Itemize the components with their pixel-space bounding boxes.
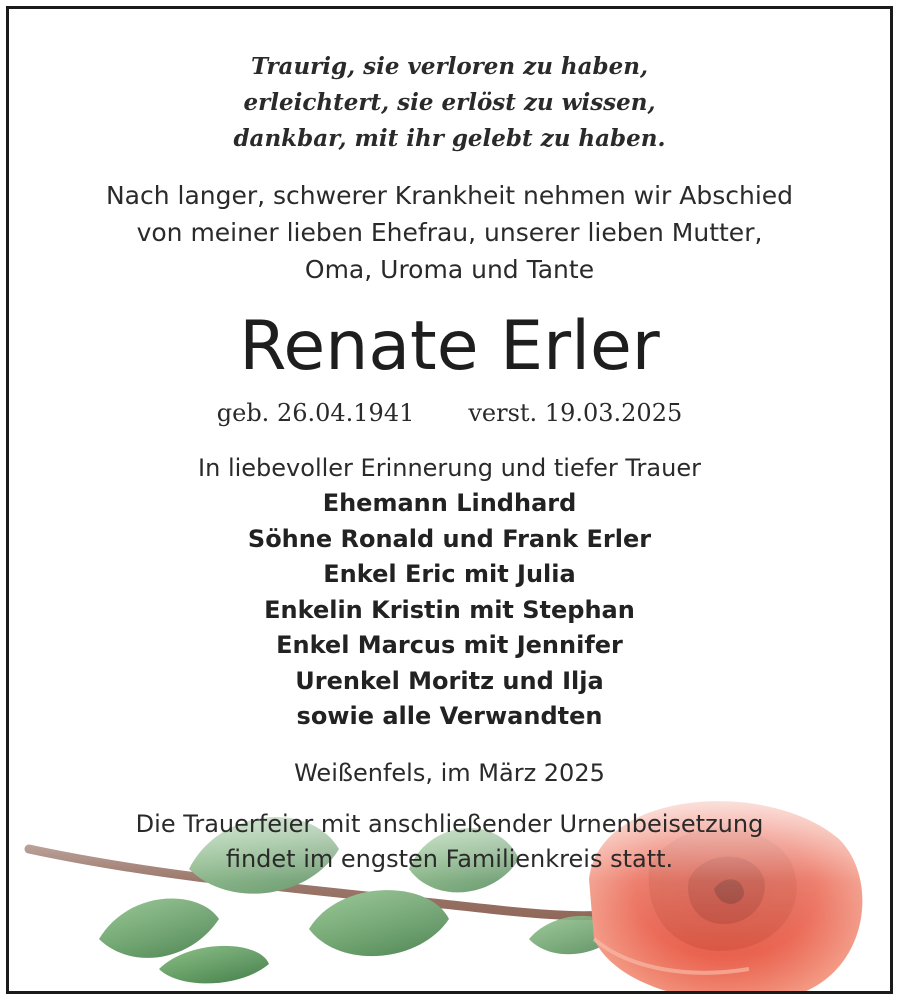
funeral-line: findet im engsten Familienkreis statt. <box>225 845 674 873</box>
mourner-entry: Enkel Eric mit Julia <box>323 560 576 588</box>
deceased-name: Renate Erler <box>239 307 660 386</box>
mourner-entry: Urenkel Moritz und Ilja <box>295 666 604 695</box>
birth-date: geb. 26.04.1941 <box>216 399 415 427</box>
mourner-entry: Söhne Ronald und Frank Erler <box>247 524 652 553</box>
intro-text <box>9 177 890 288</box>
mourner-entry: Enkelin Kristin mit Stephan <box>264 595 635 624</box>
mourners-list <box>9 486 890 735</box>
quote-line: erleichtert, sie erlöst zu wissen, <box>243 89 656 116</box>
quote-line: Traurig, sie verloren zu haben, <box>251 53 648 80</box>
funeral-note <box>9 807 890 877</box>
obituary-frame <box>6 6 893 994</box>
quote-line: dankbar, mit ihr gelebt zu haben. <box>233 125 666 152</box>
intro-line: Oma, Uroma und Tante <box>304 255 595 284</box>
place-date: Weißenfels, im März 2025 <box>294 759 605 787</box>
mourner-entry: sowie alle Verwandten <box>296 702 603 730</box>
funeral-line: Die Trauerfeier mit anschließender Urnenbeisetzung <box>135 810 764 838</box>
intro-line: von meiner lieben Ehefrau, unserer lieben Mutter, <box>136 218 763 247</box>
life-dates <box>9 395 890 431</box>
intro-line: Nach langer, schwerer Krankheit nehmen wir Abschied <box>105 181 794 210</box>
death-date: verst. 19.03.2025 <box>468 399 683 427</box>
poem-quote <box>9 49 890 157</box>
mourning-intro: In liebevoller Erinnerung und tiefer Trauer <box>198 454 701 482</box>
mourner-entry: Enkel Marcus mit Jennifer <box>276 631 623 659</box>
mourner-entry: Ehemann Lindhard <box>322 489 577 517</box>
